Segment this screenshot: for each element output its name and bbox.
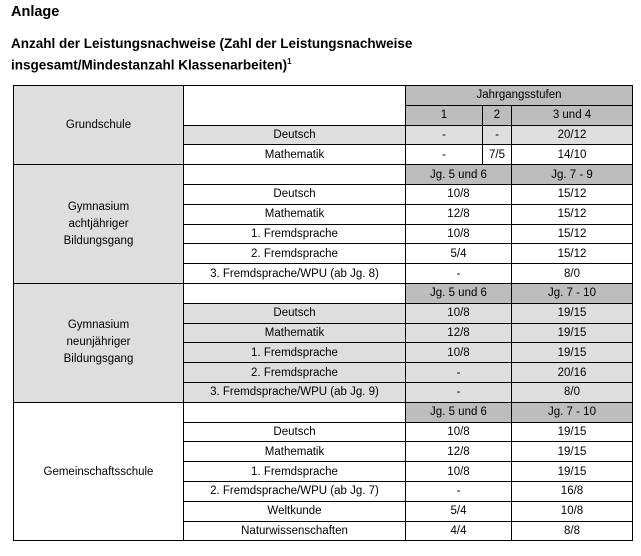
col-header: Jg. 7 - 10 [512, 402, 633, 422]
value-cell: 10/8 [406, 462, 512, 482]
value-cell: 5/4 [406, 244, 512, 264]
value-cell: 19/15 [512, 442, 633, 462]
value-cell: 7/5 [483, 145, 512, 165]
label-line: Bildungsgang [63, 234, 134, 247]
blank-cell [184, 283, 406, 303]
subject-cell: 3. Fremdsprache/WPU (ab Jg. 8) [184, 264, 406, 284]
heading-anlage: Anlage [11, 4, 60, 20]
value-cell: 8/0 [512, 264, 633, 284]
col-header: Jg. 7 - 10 [512, 283, 633, 303]
value-cell: - [406, 125, 483, 145]
value-cell: 15/12 [512, 224, 633, 244]
subject-cell: 1. Fremdsprache [184, 224, 406, 244]
label-line: neunjähriger [66, 336, 131, 349]
value-cell: 15/12 [512, 204, 633, 224]
title-line-2: insgesamt/Mindestanzahl Klassenarbeiten) [11, 57, 288, 73]
subject-cell: Deutsch [184, 303, 406, 323]
label-line: Gymnasium [67, 319, 130, 332]
table-row [14, 86, 633, 106]
subject-cell: 1. Fremdsprache [184, 462, 406, 482]
value-cell: 19/15 [512, 343, 633, 363]
value-cell: 20/16 [512, 363, 633, 383]
value-cell: - [406, 264, 512, 284]
section-label-gemeinschaftsschule: Gemeinschaftsschule [14, 402, 184, 541]
col-header: Jg. 7 - 9 [512, 165, 633, 185]
page-title [11, 35, 412, 75]
value-cell: 4/4 [406, 521, 512, 541]
title-line-1: Anzahl der Leistungsnachweise (Zahl der Leistungsnachweise [11, 36, 413, 51]
subject-cell: Mathematik [184, 145, 406, 165]
value-cell: 19/15 [512, 303, 633, 323]
value-cell: 19/15 [512, 462, 633, 482]
blank-cell [184, 86, 406, 126]
value-cell: 10/8 [512, 501, 633, 521]
value-cell: 16/8 [512, 481, 633, 501]
section-label-gymnasium-g9 [14, 283, 184, 402]
blank-cell [184, 402, 406, 422]
subject-cell: Deutsch [184, 184, 406, 204]
subject-cell: Mathematik [184, 442, 406, 462]
value-cell: 14/10 [512, 145, 633, 165]
value-cell: 19/15 [512, 323, 633, 343]
value-cell: 8/0 [512, 382, 633, 402]
blank-cell [184, 165, 406, 185]
value-cell: - [483, 125, 512, 145]
value-cell: 10/8 [406, 184, 512, 204]
col-header: 1 [406, 105, 483, 125]
value-cell: 19/15 [512, 422, 633, 442]
section-label-grundschule: Grundschule [14, 86, 184, 165]
subject-cell: Mathematik [184, 204, 406, 224]
subject-cell: Deutsch [184, 125, 406, 145]
col-header: 2 [483, 105, 512, 125]
value-cell: 5/4 [406, 501, 512, 521]
value-cell: - [406, 363, 512, 383]
subject-cell: Naturwissenschaften [184, 521, 406, 541]
value-cell: - [406, 145, 483, 165]
col-header: Jg. 5 und 6 [406, 402, 512, 422]
value-cell: - [406, 481, 512, 501]
subject-cell: 2. Fremdsprache [184, 244, 406, 264]
subject-cell: 2. Fremdsprache/WPU (ab Jg. 7) [184, 481, 406, 501]
label-line: Bildungsgang [63, 353, 134, 366]
col-header: Jg. 5 und 6 [406, 165, 512, 185]
value-cell: 10/8 [406, 422, 512, 442]
table-row [14, 402, 633, 422]
title-footnote: 1 [287, 57, 292, 66]
label-line: achtjähriger [68, 217, 129, 230]
value-cell: 12/8 [406, 204, 512, 224]
value-cell: 10/8 [406, 303, 512, 323]
table-row [14, 165, 633, 185]
label-line: Gymnasium [67, 200, 130, 213]
subject-cell: Mathematik [184, 323, 406, 343]
col-header: Jg. 5 und 6 [406, 283, 512, 303]
leistungsnachweise-table [13, 85, 633, 541]
subject-cell: 1. Fremdsprache [184, 343, 406, 363]
table-row [14, 283, 633, 303]
value-cell: 20/12 [512, 125, 633, 145]
subject-cell: Deutsch [184, 422, 406, 442]
value-cell: - [406, 382, 512, 402]
value-cell: 10/8 [406, 224, 512, 244]
value-cell: 12/8 [406, 323, 512, 343]
col-header: 3 und 4 [512, 105, 633, 125]
header-jahrgangsstufen: Jahrgangsstufen [406, 86, 633, 106]
value-cell: 8/8 [512, 521, 633, 541]
value-cell: 12/8 [406, 442, 512, 462]
subject-cell: Weltkunde [184, 501, 406, 521]
value-cell: 15/12 [512, 184, 633, 204]
subject-cell: 3. Fremdsprache/WPU (ab Jg. 9) [184, 382, 406, 402]
value-cell: 10/8 [406, 343, 512, 363]
value-cell: 15/12 [512, 244, 633, 264]
subject-cell: 2. Fremdsprache [184, 363, 406, 383]
section-label-gymnasium-g8 [14, 165, 184, 284]
